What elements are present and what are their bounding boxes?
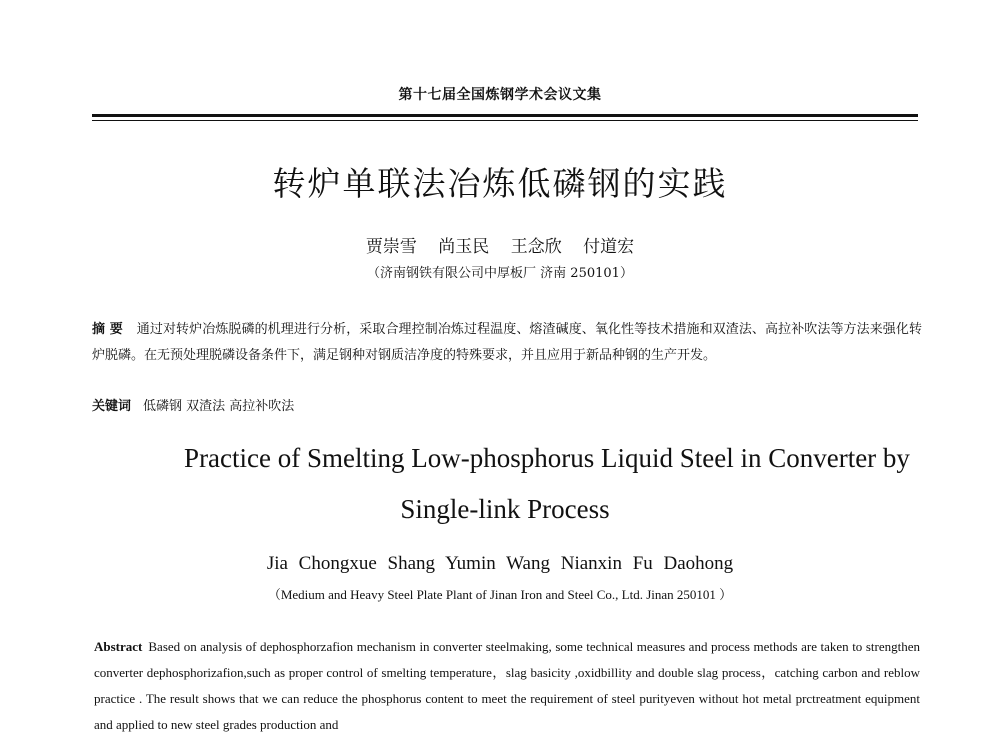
running-header: 第十七届全国炼钢学术会议文集: [398, 87, 602, 103]
header-rule-thin: [92, 120, 918, 121]
chinese-keywords: [92, 395, 294, 414]
header-rule-thick: [92, 114, 918, 117]
english-title-line-1: Practice of Smelting Low-phosphorus Liquid Steel in Converter by: [184, 443, 910, 473]
chinese-abstract-text: 通过对转炉冶炼脱磷的机理进行分析，采取合理控制冶炼过程温度、熔渣碱度、氧化性等技术措施和双渣法、高拉补吹法等方法来强化转炉脱磷。在无预处理脱磷设备条件下，满足钢种对钢质洁净度的特殊要求，并且应用于新品种钢的生产开发。: [92, 322, 922, 363]
chinese-keywords-text: 低磷钢 双渣法 高拉补吹法: [143, 399, 295, 414]
chinese-title: 转炉单联法冶炼低磷钢的实践: [272, 164, 728, 203]
chinese-abstract-label: 摘 要: [92, 322, 123, 337]
chinese-keywords-label: 关键词: [92, 399, 132, 414]
english-abstract: [94, 634, 920, 738]
english-abstract-text: Based on analysis of dephosphorzafion mechanism in converter steelmaking, some technical measures and process methods are taken to strengthen converter dephosphorizafion,such as proper control of smelting temperature，slag basicity ,oxidbillity and double slag process，catching carbon and reblow practice . The result shows that we can reduce the phosphorus content to meet the requirement of steel purityeven without hot metal prctreatment equipment and applied to new steel grades production and: [94, 639, 920, 732]
english-affiliation: （Medium and Heavy Steel Plate Plant of Jinan Iron and Steel Co., Ltd. Jinan 250101 ）: [267, 587, 733, 602]
chinese-authors: 贾崇雪 尚玉民 王念欣 付道宏: [365, 237, 635, 257]
english-authors: Jia Chongxue Shang Yumin Wang Nianxin Fu Daohong: [266, 553, 734, 574]
english-title-line-2: Single-link Process: [400, 494, 610, 524]
chinese-abstract: [92, 317, 922, 369]
chinese-affiliation: （济南钢铁有限公司中厚板厂 济南 250101）: [367, 266, 633, 281]
english-abstract-label: Abstract: [94, 639, 143, 654]
